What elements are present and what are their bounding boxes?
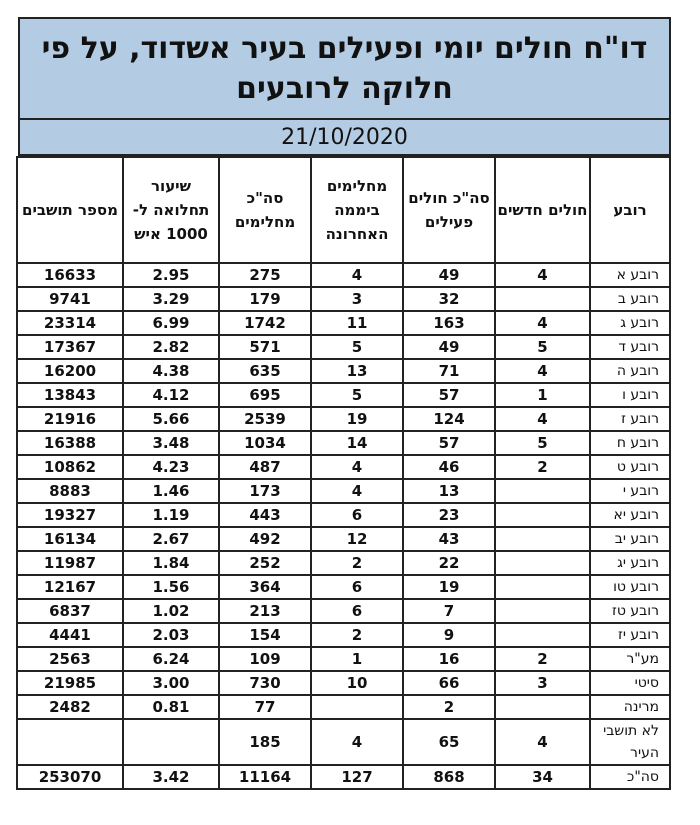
cell-recovered-total: 252 xyxy=(219,551,311,575)
cell-new-patients xyxy=(495,695,590,719)
cell-morbidity-rate: 3.48 xyxy=(123,431,219,455)
cell-population xyxy=(17,719,123,765)
cell-population: 4441 xyxy=(17,623,123,647)
cell-recovered-total: 635 xyxy=(219,359,311,383)
table-row xyxy=(17,695,670,719)
cell-recovered-total: 695 xyxy=(219,383,311,407)
cell-district-name: רובע ד xyxy=(590,335,670,359)
table-row xyxy=(17,359,670,383)
cell-new-patients: 5 xyxy=(495,431,590,455)
cell-active-patients: 32 xyxy=(403,287,495,311)
cell-recovered-day: 1 xyxy=(311,647,403,671)
header-active-patients: סה"כ חולים פעילים xyxy=(403,157,495,263)
cell-recovered-day: 4 xyxy=(311,719,403,765)
table-row xyxy=(17,527,670,551)
cell-morbidity-rate: 3.42 xyxy=(123,765,219,789)
cell-population: 13843 xyxy=(17,383,123,407)
table-row xyxy=(17,575,670,599)
cell-recovered-total: 173 xyxy=(219,479,311,503)
cell-recovered-total: 492 xyxy=(219,527,311,551)
cell-population: 17367 xyxy=(17,335,123,359)
cell-recovered-total: 487 xyxy=(219,455,311,479)
cell-district-name: רובע יא xyxy=(590,503,670,527)
cell-active-patients: 65 xyxy=(403,719,495,765)
cell-new-patients: 3 xyxy=(495,671,590,695)
header-new-patients: חולים חדשים xyxy=(495,157,590,263)
cell-active-patients: 124 xyxy=(403,407,495,431)
cell-district-name: מע"ר xyxy=(590,647,670,671)
cell-active-patients: 46 xyxy=(403,455,495,479)
cell-active-patients: 57 xyxy=(403,383,495,407)
cell-district-name: רובע ח xyxy=(590,431,670,455)
cell-morbidity-rate: 1.02 xyxy=(123,599,219,623)
cell-recovered-total: 275 xyxy=(219,263,311,287)
cell-active-patients: 57 xyxy=(403,431,495,455)
cell-district-name: רובע ב xyxy=(590,287,670,311)
cell-recovered-day: 6 xyxy=(311,599,403,623)
cell-population: 23314 xyxy=(17,311,123,335)
cell-recovered-total: 179 xyxy=(219,287,311,311)
cell-population: 21985 xyxy=(17,671,123,695)
cell-recovered-total: 109 xyxy=(219,647,311,671)
report-sheet xyxy=(18,17,671,790)
cell-morbidity-rate: 2.67 xyxy=(123,527,219,551)
table-row xyxy=(17,431,670,455)
cell-district-name: סה"כ xyxy=(590,765,670,789)
cell-population: 16633 xyxy=(17,263,123,287)
table-row xyxy=(17,599,670,623)
cell-population: 12167 xyxy=(17,575,123,599)
cell-active-patients: 163 xyxy=(403,311,495,335)
cell-active-patients: 66 xyxy=(403,671,495,695)
cell-recovered-total: 2539 xyxy=(219,407,311,431)
cell-new-patients xyxy=(495,479,590,503)
cell-recovered-total: 154 xyxy=(219,623,311,647)
cell-morbidity-rate: 4.12 xyxy=(123,383,219,407)
cell-population: 16388 xyxy=(17,431,123,455)
cell-new-patients: 4 xyxy=(495,263,590,287)
cell-population: 2563 xyxy=(17,647,123,671)
cell-active-patients: 71 xyxy=(403,359,495,383)
table-row xyxy=(17,335,670,359)
cell-recovered-total: 11164 xyxy=(219,765,311,789)
cell-new-patients: 34 xyxy=(495,765,590,789)
cell-recovered-total: 1742 xyxy=(219,311,311,335)
cell-district-name: רובע ו xyxy=(590,383,670,407)
cell-new-patients xyxy=(495,575,590,599)
cell-recovered-day: 4 xyxy=(311,455,403,479)
cell-new-patients: 4 xyxy=(495,719,590,765)
table-row xyxy=(17,503,670,527)
report-title: דו"ח חולים יומי ופעילים בעיר אשדוד, על פי חלוקה לרובעים xyxy=(18,17,671,118)
cell-recovered-day: 13 xyxy=(311,359,403,383)
cell-population: 253070 xyxy=(17,765,123,789)
cell-new-patients: 1 xyxy=(495,383,590,407)
cell-district-name: רובע א xyxy=(590,263,670,287)
cell-morbidity-rate: 1.56 xyxy=(123,575,219,599)
cell-district-name: רובע ג xyxy=(590,311,670,335)
cell-district-name: רובע יג xyxy=(590,551,670,575)
cell-active-patients: 49 xyxy=(403,335,495,359)
cell-morbidity-rate: 6.24 xyxy=(123,647,219,671)
cell-district-name: רובע טז xyxy=(590,599,670,623)
cell-active-patients: 49 xyxy=(403,263,495,287)
cell-active-patients: 23 xyxy=(403,503,495,527)
cell-recovered-day: 4 xyxy=(311,479,403,503)
cell-new-patients xyxy=(495,287,590,311)
cell-active-patients: 13 xyxy=(403,479,495,503)
cell-new-patients: 4 xyxy=(495,407,590,431)
header-recovered-day: מחלימים ביממה האחרונה xyxy=(311,157,403,263)
cell-active-patients: 19 xyxy=(403,575,495,599)
cell-recovered-total: 730 xyxy=(219,671,311,695)
table-row xyxy=(17,765,670,789)
cell-district-name: רובע טו xyxy=(590,575,670,599)
cell-active-patients: 868 xyxy=(403,765,495,789)
table-row xyxy=(17,671,670,695)
cell-district-name: רובע ה xyxy=(590,359,670,383)
cell-district-name: רובע יז xyxy=(590,623,670,647)
cell-recovered-day xyxy=(311,695,403,719)
cell-recovered-day: 19 xyxy=(311,407,403,431)
cell-morbidity-rate: 1.19 xyxy=(123,503,219,527)
cell-district-name: רובע ט xyxy=(590,455,670,479)
table-row xyxy=(17,263,670,287)
cell-new-patients xyxy=(495,527,590,551)
cell-active-patients: 7 xyxy=(403,599,495,623)
cell-recovered-day: 2 xyxy=(311,551,403,575)
cell-new-patients: 2 xyxy=(495,647,590,671)
cell-population: 9741 xyxy=(17,287,123,311)
table-row xyxy=(17,647,670,671)
cell-population: 6837 xyxy=(17,599,123,623)
table-row xyxy=(17,551,670,575)
cell-morbidity-rate: 1.46 xyxy=(123,479,219,503)
cell-active-patients: 43 xyxy=(403,527,495,551)
cell-morbidity-rate: 4.38 xyxy=(123,359,219,383)
table-row xyxy=(17,287,670,311)
cell-recovered-day: 10 xyxy=(311,671,403,695)
cell-new-patients: 4 xyxy=(495,359,590,383)
cell-recovered-day: 11 xyxy=(311,311,403,335)
cell-population: 16200 xyxy=(17,359,123,383)
cell-recovered-day: 12 xyxy=(311,527,403,551)
cell-new-patients: 4 xyxy=(495,311,590,335)
table-header-row xyxy=(17,157,670,263)
cell-district-name: סיטי xyxy=(590,671,670,695)
cell-recovered-day: 6 xyxy=(311,503,403,527)
report-date: 21/10/2020 xyxy=(18,118,671,156)
header-recovered-total: סה"כ מחלימים xyxy=(219,157,311,263)
cell-district-name: רובע יב xyxy=(590,527,670,551)
cell-population: 2482 xyxy=(17,695,123,719)
cell-morbidity-rate: 3.29 xyxy=(123,287,219,311)
cell-recovered-day: 5 xyxy=(311,335,403,359)
table-row xyxy=(17,311,670,335)
cell-recovered-total: 443 xyxy=(219,503,311,527)
cell-new-patients xyxy=(495,503,590,527)
cell-population: 21916 xyxy=(17,407,123,431)
cell-population: 8883 xyxy=(17,479,123,503)
cell-district-name: רובע ז xyxy=(590,407,670,431)
cell-active-patients: 22 xyxy=(403,551,495,575)
cell-recovered-total: 1034 xyxy=(219,431,311,455)
cell-new-patients: 5 xyxy=(495,335,590,359)
cell-active-patients: 9 xyxy=(403,623,495,647)
cell-active-patients: 2 xyxy=(403,695,495,719)
table-row xyxy=(17,383,670,407)
cell-population: 16134 xyxy=(17,527,123,551)
table-row xyxy=(17,479,670,503)
cell-population: 10862 xyxy=(17,455,123,479)
table-row xyxy=(17,623,670,647)
header-population: מספר תושבים xyxy=(17,157,123,263)
cell-morbidity-rate: 1.84 xyxy=(123,551,219,575)
cell-district-name: מרינה xyxy=(590,695,670,719)
cell-district-name: רובע י xyxy=(590,479,670,503)
cell-recovered-day: 4 xyxy=(311,263,403,287)
cell-active-patients: 16 xyxy=(403,647,495,671)
cell-population: 19327 xyxy=(17,503,123,527)
cell-recovered-day: 2 xyxy=(311,623,403,647)
cell-recovered-day: 14 xyxy=(311,431,403,455)
header-rova: רובע xyxy=(590,157,670,263)
cell-recovered-day: 5 xyxy=(311,383,403,407)
cell-recovered-day: 127 xyxy=(311,765,403,789)
cell-district-name: לא תושבי העיר xyxy=(590,719,670,765)
cell-recovered-day: 3 xyxy=(311,287,403,311)
cell-recovered-day: 6 xyxy=(311,575,403,599)
cell-recovered-total: 364 xyxy=(219,575,311,599)
districts-table xyxy=(16,156,671,790)
cell-morbidity-rate: 2.95 xyxy=(123,263,219,287)
cell-morbidity-rate: 6.99 xyxy=(123,311,219,335)
cell-new-patients xyxy=(495,551,590,575)
header-morbidity-rate: שיעור תחלואה ל- 1000 איש xyxy=(123,157,219,263)
cell-morbidity-rate xyxy=(123,719,219,765)
cell-morbidity-rate: 2.82 xyxy=(123,335,219,359)
cell-morbidity-rate: 2.03 xyxy=(123,623,219,647)
cell-morbidity-rate: 0.81 xyxy=(123,695,219,719)
cell-morbidity-rate: 3.00 xyxy=(123,671,219,695)
cell-new-patients: 2 xyxy=(495,455,590,479)
cell-morbidity-rate: 5.66 xyxy=(123,407,219,431)
cell-recovered-total: 185 xyxy=(219,719,311,765)
cell-morbidity-rate: 4.23 xyxy=(123,455,219,479)
cell-new-patients xyxy=(495,599,590,623)
table-row xyxy=(17,719,670,765)
cell-recovered-total: 77 xyxy=(219,695,311,719)
cell-recovered-total: 571 xyxy=(219,335,311,359)
cell-new-patients xyxy=(495,623,590,647)
cell-population: 11987 xyxy=(17,551,123,575)
table-row xyxy=(17,455,670,479)
cell-recovered-total: 213 xyxy=(219,599,311,623)
table-row xyxy=(17,407,670,431)
